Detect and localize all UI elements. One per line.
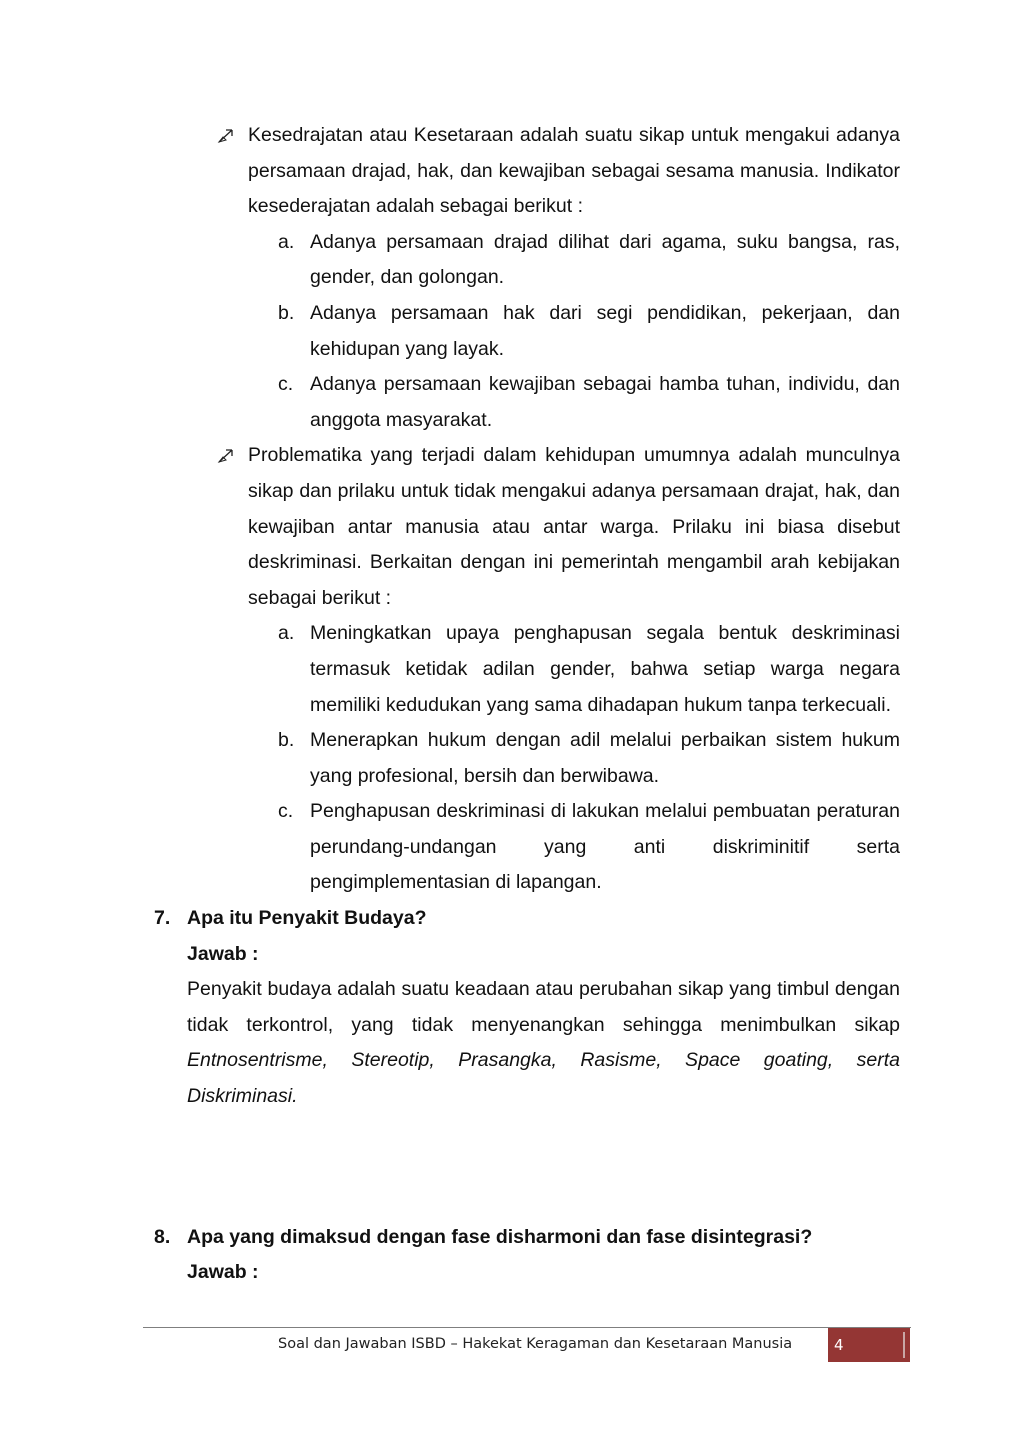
list-item-text: Menerapkan hukum dengan adil melalui perbaikan sistem hukum yang profesional, bersih dan berwibawa. bbox=[310, 729, 900, 787]
list-item bbox=[150, 794, 900, 901]
spacer bbox=[150, 1115, 900, 1220]
page-number-edge bbox=[903, 1332, 905, 1358]
answer-label: Jawab : bbox=[187, 1261, 259, 1284]
list-item bbox=[150, 296, 900, 367]
list-letter: b. bbox=[278, 301, 295, 324]
list-item bbox=[150, 225, 900, 296]
list-item-text: Adanya persamaan hak dari segi pendidikan, pekerjaan, dan kehidupan yang layak. bbox=[310, 301, 900, 360]
list-item-text: Penghapusan deskriminasi di lakukan melalui pembuatan peraturan perundang-undangan yang anti diskriminitif serta pengimplementasian di lapangan. bbox=[310, 800, 900, 894]
question-title: Apa yang dimaksud dengan fase disharmoni dan fase disintegrasi? bbox=[187, 1225, 813, 1248]
list-item bbox=[150, 723, 900, 794]
bullet-item-kesetaraan bbox=[150, 118, 900, 225]
arrow-bullet-icon bbox=[217, 438, 239, 473]
footer-divider bbox=[143, 1327, 911, 1328]
list-item-text: Adanya persamaan kewajiban sebagai hamba tuhan, individu, dan anggota masyarakat. bbox=[310, 373, 900, 431]
page-content bbox=[150, 118, 900, 1291]
question-title: Apa itu Penyakit Budaya? bbox=[187, 907, 427, 930]
bullet-text: Problematika yang terjadi dalam kehidupan umumnya adalah munculnya sikap dan prilaku untuk tidak mengakui adanya persamaan drajat, hak, dan kewajiban antar manusia atau antar warga. Prilaku ini biasa disebut deskriminasi. Berkaitan dengan ini pemerintah mengambil arah kebijakan sebagai berikut : bbox=[248, 444, 900, 609]
question-item bbox=[150, 901, 900, 1115]
list-letter: c. bbox=[278, 373, 294, 396]
question-number: 7. bbox=[154, 907, 171, 930]
bullet-text: Kesedrajatan atau Kesetaraan adalah suatu sikap untuk mengakui adanya persamaan drajad, hak, dan kewajiban sebagai sesama manusia. Indikator kesederajatan adalah sebagai berikut : bbox=[248, 124, 900, 218]
bullet-item-problematika bbox=[150, 438, 900, 616]
list-letter: a. bbox=[278, 622, 295, 645]
list-item-text: Meningkatkan upaya penghapusan segala bentuk deskriminasi termasuk ketidak adilan gender, bahwa setiap warga negara memiliki kedudukan yang sama dihadapan hukum tanpa terkecuali. bbox=[310, 622, 900, 716]
page-number: 4 bbox=[834, 1336, 844, 1354]
answer-italic-text: Entnosentrisme, Stereotip, Prasangka, Rasisme, Space goating, serta Diskriminasi. bbox=[187, 1049, 900, 1108]
question-number: 8. bbox=[154, 1225, 171, 1248]
list-letter: a. bbox=[278, 230, 295, 253]
answer-plain-text: Penyakit budaya adalah suatu keadaan atau perubahan sikap yang timbul dengan tidak terkontrol, yang tidak menyenangkan sehingga menimbulkan sikap bbox=[187, 978, 900, 1036]
answer-label: Jawab : bbox=[187, 942, 259, 965]
question-item bbox=[150, 1220, 900, 1291]
list-letter: c. bbox=[278, 800, 294, 823]
answer-text bbox=[187, 972, 900, 1114]
list-letter: b. bbox=[278, 729, 295, 752]
arrow-bullet-icon bbox=[217, 118, 239, 153]
footer-text: Soal dan Jawaban ISBD – Hakekat Keragaman dan Kesetaraan Manusia bbox=[278, 1336, 793, 1352]
list-item bbox=[150, 616, 900, 723]
page-number-badge bbox=[828, 1328, 910, 1362]
list-item-text: Adanya persamaan drajad dilihat dari agama, suku bangsa, ras, gender, dan golongan. bbox=[310, 230, 900, 289]
list-item bbox=[150, 367, 900, 438]
